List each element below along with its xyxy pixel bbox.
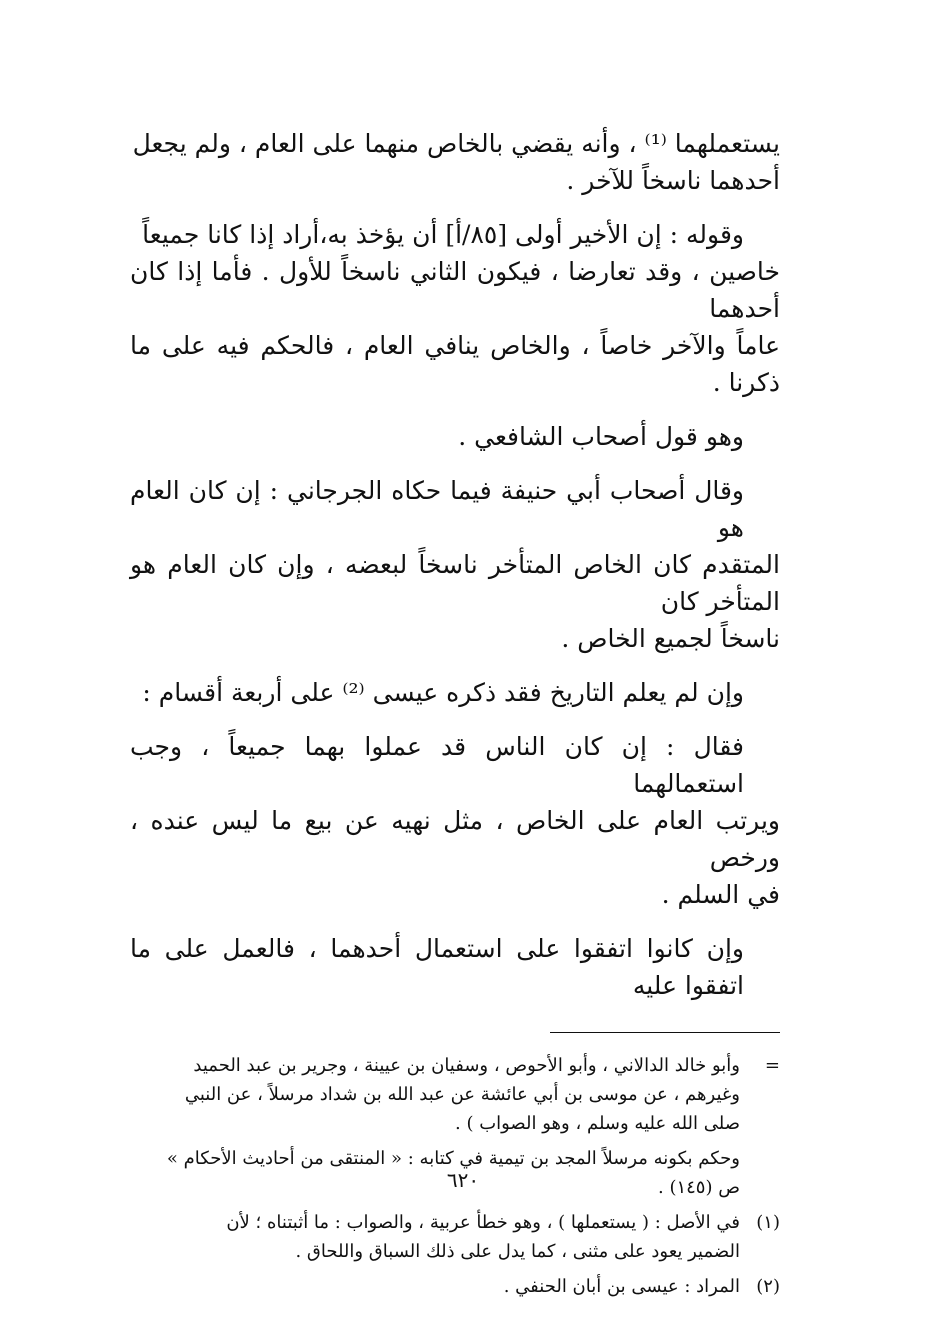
text-line: المتقدم كان الخاص المتأخر ناسخاً لبعضه ، وإن كان العام هو المتأخر كان [130, 550, 780, 616]
text-line: يستعملهما ⁽¹⁾ ، وأنه يقضي بالخاص منهما على العام ، ولم يجعل [132, 129, 780, 158]
footnote-line: وحكم بكونه مرسلاً المجد بن تيمية في كتابه : « المنتقى من أحاديث الأحكام » [166, 1148, 740, 1169]
footnote-mark: (٢) [756, 1276, 780, 1297]
footnote-1 [130, 1208, 780, 1266]
main-text [130, 125, 780, 1004]
text-line: أحدهما ناسخاً للآخر . [566, 166, 780, 195]
paragraph-5 [130, 674, 780, 711]
footnote-line: في الأصل : ( يستعملها ) ، وهو خطأ عربية ، والصواب : ما أثبتناه ؛ لأن [226, 1212, 740, 1233]
footnote-mark: = [764, 1055, 780, 1076]
text-line: وهو قول أصحاب الشافعي . [458, 422, 744, 451]
footnote-line: ص (١٤٥) . [658, 1177, 740, 1198]
text-line: في السلم . [661, 880, 780, 909]
text-line: وقال أصحاب أبي حنيفة فيما حكاه الجرجاني : إن كان العام هو [130, 476, 744, 542]
footnote-line: صلى الله عليه وسلم ، وهو الصواب ) . [455, 1113, 740, 1134]
footnote-divider [550, 1032, 780, 1033]
text-line: وقوله : إن الأخير أولى [٨٥/أ] أن يؤخذ به،أراد إذا كانا جميعاً [142, 220, 744, 249]
paragraph-2 [130, 216, 780, 401]
footnote-2 [130, 1272, 780, 1301]
text-line: وإن لم يعلم التاريخ فقد ذكره عيسى ⁽²⁾ على أربعة أقسام : [142, 678, 744, 707]
paragraph-4 [130, 472, 780, 657]
text-line: عاماً والآخر خاصاً ، والخاص ينافي العام ، فالحكم فيه على ما ذكرنا . [130, 331, 780, 397]
footnote-line: الضمير يعود على مثنى ، كما يدل على ذلك السباق واللحاق . [295, 1241, 740, 1262]
page-body [130, 125, 780, 1307]
text-line: وإن كانوا اتفقوا على استعمال أحدهما ، فالعمل على ما اتفقوا عليه [130, 934, 744, 1000]
footnote-continuation [130, 1051, 780, 1138]
paragraph-1 [130, 125, 780, 199]
page-number: ٦٢٠ [446, 1168, 480, 1192]
text-line: خاصين ، وقد تعارضا ، فيكون الثاني ناسخاً للأول . فأما إذا كان أحدهما [130, 257, 780, 323]
footnote-line: المراد : عيسى بن أبان الحنفي . [503, 1276, 740, 1297]
text-line: ويرتب العام على الخاص ، مثل نهيه عن بيع ما ليس عنده ، ورخص [130, 806, 780, 872]
paragraph-6 [130, 728, 780, 913]
footnote-mark: (١) [756, 1212, 780, 1233]
paragraph-7 [130, 930, 780, 1004]
footnote-line: وأبو خالد الدالاني ، وأبو الأحوص ، وسفيان بن عيينة ، وجرير بن عبد الحميد [193, 1055, 740, 1076]
text-line: فقال : إن كان الناس قد عملوا بهما جميعاً ، وجب استعمالهما [130, 732, 744, 798]
paragraph-3 [130, 418, 780, 455]
text-line: ناسخاً لجميع الخاص . [561, 624, 780, 653]
footnote-line: وغيرهم ، عن موسى بن أبي عائشة عن عبد الله بن شداد مرسلاً ، عن النبي [184, 1084, 740, 1105]
